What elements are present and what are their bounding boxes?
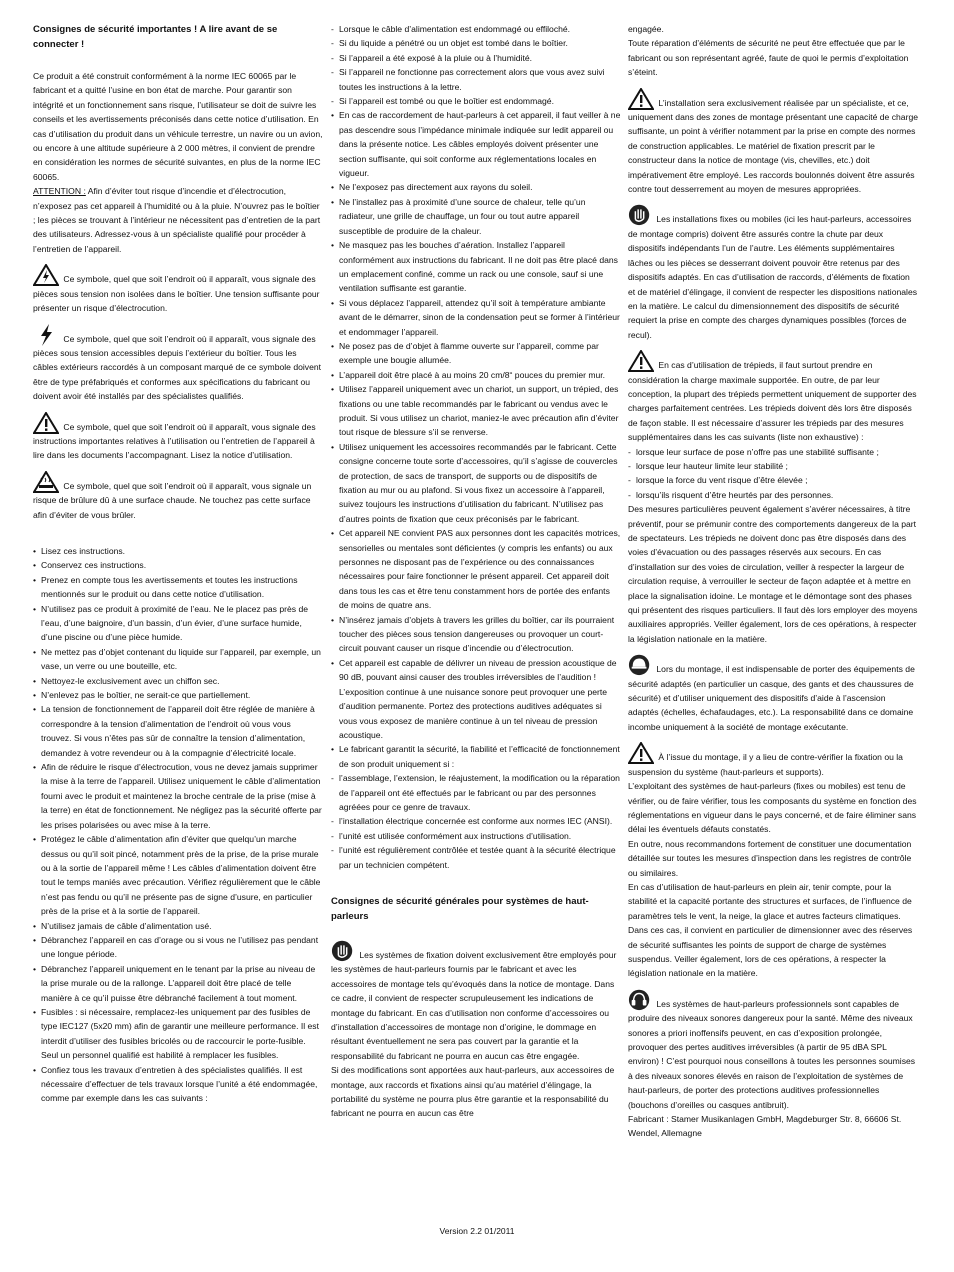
list-item: - l’unité est utilisée conformément aux instructions d’utilisation. (331, 829, 621, 843)
list-item: • Protégez le câble d’alimentation afin d’éviter que quelqu’un marche dessus ou qu’il soit pincé, notamment près de la prise, de la prise murale ou à la sortie de l’appareil même ! Les câbles d’alimentation doivent être tout le temps maniés avec précaution. Vérifiez régulièrement que le câble n’est pas fendu ou qu’il ne présente pas de signe d’usure, en particulier près de la prise et à la sortie de l’appareil. (33, 832, 323, 918)
symbol-1-text: Ce symbole, quel que soit l’endroit où il apparaît, vous signale des pièces sous tension non isolées dans le boîtier. Une tension suffisante pour présenter un risque d’électrocution. (33, 274, 320, 314)
fixing-systems-paragraph (331, 938, 621, 1063)
list-item: • Débranchez l’appareil uniquement en le tenant par la prise au niveau de la prise murale ou de la rallonge. L’appareil doit être placé de telle manière à ce qu’il puisse être débranché facilement à tout moment. (33, 962, 323, 1005)
list-item: • Ne l’installez pas à proximité d’une source de chaleur, telle qu’un radiateur, une grille de chauffage, un four ou tout autre appareil susceptible de produire de la chaleur. (331, 195, 621, 238)
version-footer: Version 2.2 01/2011 (439, 1226, 515, 1236)
hand-stop-icon (628, 202, 652, 226)
special-measures-paragraph: Des mesures particulières peuvent également s’avérer nécessaires, à titre préventif, pour se prémunir contre des comportements dangereux de la part de spectateurs. Les trépieds ne doivent donc pas être disposés dans des voies d’évacuation ou des passages réservés aux secours. En cas d’installation sur des voies de circulation, veiller à respecter la largeur de circulation requise, à verrouiller le secteur de façon adaptée et à mettre en place la signalisation idoine. Le montage et le démontage sont des phases qui présentent des risques particuliers. Il faut dès lors employer des moyens auxiliaires appropriés. Veiller également, lors de ces opérations, à respecter la législation nationale en la matière. (628, 504, 918, 644)
hand-stop-icon (331, 938, 355, 962)
hearing-paragraph (628, 987, 918, 1112)
list-item: • Ne posez pas de d’objet à flamme ouverte sur l’appareil, comme par exemple une bougie allumée. (331, 339, 621, 368)
outdoor-paragraph: En cas d’utilisation de haut-parleurs en plein air, tenir compte, pour la stabilité et la capacité portante des structures et surfaces, de l’influence de paramètres tels le vent, la neige, la glace et autres facteurs climatiques. Dans ces cas, il convient en particulier de dimensionner avec des réserves de sécurité suffisantes les points de support de charge de systèmes suspendus. Veiller également, lors de ces opérations, à respecter la législation nationale en la matière. (628, 881, 913, 979)
list-item: • Ne mettez pas d’objet contenant du liquide sur l’appareil, par exemple, un vase, un verre ou une bouteille, etc. (33, 645, 323, 674)
symbol-3-text: Ce symbole, quel que soit l’endroit où il apparaît, vous signale des instructions importantes relatives à l’utilisation ou l’entretien de l’appareil à lire dans les documents l’accompagnant. Lisez la notice d’utilisation. (33, 421, 316, 461)
helmet-text: Lors du montage, il est indispensable de porter des équipements de sécurité adaptés (en particulier un casque, des gants et des chaussures de sécurité) et d’utiliser uniquement des dispositifs d’aide à l’ascension adaptés (échelles, échafaudages, etc.). La responsabilité dans ce domaine incombe uniquement à la société de montage exécutante. (628, 664, 915, 732)
tripod-text: En cas d’utilisation de trépieds, il faut surtout prendre en considération la charge maximale supportée. En outre, de par leur conception, la plupart des trépieds permettent uniquement de supporter des charges parfaitement centrées. Les trépieds doivent dès lors être disposés de façon stable. Il est nécessaire d’assurer les trépieds par des mesures supplémentaires dans les cas suivants (liste non exhaustive) : (628, 360, 917, 443)
list-item: • Lisez ces instructions. (33, 544, 323, 558)
list-item: • Fusibles : si nécessaire, remplacez-les uniquement par des fusibles de type IEC127 (5x20 mm) afin de garantir une meilleure performance. Il est interdit d’utiliser des fusibles bricolés ou de raccourcir le porte-fusible. Seul un personnel qualifié est habilité à remplacer les fusibles. (33, 1005, 323, 1063)
fall-protection-paragraph (628, 202, 918, 342)
list-item: • Confiez tous les travaux d’entretien à des spécialistes qualifiés. Il est nécessaire d’effectuer de tels travaux lorsque l’unité a été endommagée, comme par exemple dans les cas suivants : (33, 1063, 323, 1106)
list-item: • Débranchez l’appareil en cas d’orage ou si vous ne l’utilisez pas pendant une longue période. (33, 933, 323, 962)
attention-text: Afin d’éviter tout risque d’incendie et d’électrocution, n’exposez pas cet appareil à l’humidité ou à la pluie. N’ouvrez pas le boîtier ; les pièces se trouvant à l’intérieur ne nécessitent pas d’entretien de la part des utilisateurs. Adressez-vous à un spécialiste qualifié pour procéder à l’entretien de l’appareil. (33, 186, 321, 254)
warranty-conditions-list (331, 771, 621, 872)
list-item: - l’installation électrique concernée est conforme aux normes IEC (ANSI). (331, 814, 621, 828)
list-item: - l’assemblage, l’extension, le réajustement, la modification ou la réparation de l’appareil ont été effectués par le fabricant ou par des personnes agréées pour ce genre de travaux. (331, 771, 621, 814)
list-item: • Cet appareil est capable de délivrer un niveau de pression acoustique de 90 dB, pouvant ainsi causer des troubles irréversibles de l’audition ! L’exposition continue à une nuisance sonore peut provoquer une perte d’audition permanente. Portez des protections auditives adéquates si vous vous exposez de manière continue à un tel niveau de pression acoustique. (331, 656, 621, 742)
post-assembly-text: À l’issue du montage, il y a lieu de contre-vérifier la fixation ou la suspension du système (haut-parleurs et supports). (628, 752, 903, 777)
warning-triangle-icon (33, 412, 59, 434)
hearing-text: Les systèmes de haut-parleurs professionnels sont capables de produire des niveaux sonores dangereux pour la santé. Même des niveaux sonores a priori inoffensifs peuvent, en cas d’exposition prolongée, provoquer des pertes auditives irréversibles (à partir de 95 dBA SPL environ) ! C’est pourquoi nous conseillons à toutes les personnes soumises à des niveaux sonores élevés en raison de l’exploitation de systèmes de haut-parleurs, de porter des protections auditives professionnelles (bouchons d’oreilles ou casques antibruit). (628, 998, 916, 1110)
list-item: • Cet appareil NE convient PAS aux personnes dont les capacités motrices, sensorielles ou mentales sont déficientes (y compris les enfants) ou aux personnes ne disposant pas de l’expérience ou des connaissances nécessaires pour faire fonctionner le présent appareil. Cet appareil doit dans tous les cas et être tenu constamment hors de portée des enfants de moins de quatre ans. (331, 526, 621, 612)
lightning-triangle-icon (33, 264, 59, 286)
instructions-list-2 (331, 108, 621, 771)
list-item: - Si du liquide a pénétré ou un objet est tombé dans le boîtier. (331, 36, 621, 50)
installation-paragraph (628, 88, 918, 197)
list-item: - Si l’appareil a été exposé à la pluie ou à l’humidité. (331, 51, 621, 65)
fixing-systems-text: Les systèmes de fixation doivent exclusivement être employés pour les systèmes de haut-parleurs fournis par le fabricant et avec les accessoires de montage tels qu’évoqués dans la notice de montage. Dans ce cadre, il convient de respecter scrupuleusement les indications de montage du fabricant. En cas d’utilisation non conforme d’accessoires ou d’installation d’accessoires de montage non d’origine, le dommage en résultant éventuellement ne sera pas couvert par la garantie et la responsabilité du fabricant ne pourra en aucun cas être engagée. (331, 949, 617, 1061)
list-item: • Ne masquez pas les bouches d’aération. Installez l’appareil conformément aux instructions du fabricant. Il ne doit pas être placé dans un emplacement confiné, comme un rack ou une console, sauf si une ventilation suffisante est garantie. (331, 238, 621, 296)
attention-label: ATTENTION : (33, 186, 86, 197)
list-item: - Lorsque le câble d’alimentation est endommagé ou effiloché. (331, 22, 621, 36)
manufacturer-paragraph: Fabricant : Stamer Musikanlagen GmbH, Magdeburger Str. 8, 66606 St. Wendel, Allemagne (628, 1114, 902, 1139)
list-item: - Si l’appareil ne fonctionne pas correctement alors que vous avez suivi toutes les instructions à la lettre. (331, 65, 621, 94)
list-item: - lorsqu’ils risquent d’être heurtés par des personnes. (628, 488, 918, 502)
operator-paragraph: L’exploitant des systèmes de haut-parleurs (fixes ou mobiles) est tenu de vérifier, ou de faire vérifier, tous les composants du système en fonction des réglementations en vigueur dans le pays concerné, et de faire éliminer sans délai les éventuels défauts constatés. (628, 781, 917, 835)
column-2 (331, 22, 621, 1121)
repair-paragraph: Toute réparation d’éléments de sécurité ne peut être effectuée que par le fabricant ou son représentant agréé, faute de quoi le permis d’exploitation s’éteint. (628, 38, 909, 78)
attention-paragraph (33, 184, 323, 256)
list-item: • Utilisez l’appareil uniquement avec un chariot, un support, un trépied, des fixations ou une table recommandés par le fabricant ou vendus avec le produit. Si vous utilisez un chariot, maniez-le avec précaution afin d’éviter tout risque de blessure s’il se renverse. (331, 382, 621, 440)
speaker-safety-heading: Consignes de sécurité générales pour systèmes de haut-parleurs (331, 895, 589, 922)
documentation-paragraph: En outre, nous recommandons fortement de constituer une documentation détaillée sur toutes les mesures d’inspection dans les registres de contrôle ou similaires. (628, 838, 912, 878)
damage-cases-list (331, 22, 621, 108)
list-item: • Utilisez uniquement les accessoires recommandés par le fabricant. Cette consigne concerne toute sorte d’accessoires, qu’il s’agisse de couvercles de protection, de sacs de transport, de supports ou de dispositifs de fixation au mur ou au plafond. Si vous fixez un accessoire à l’appareil, suivez toujours les instructions d’utilisation du fabricant. N’utilisez pas d’autres points de fixation que ceux préconisés par le fabricant. (331, 440, 621, 526)
symbol-4-paragraph (33, 471, 323, 522)
helmet-paragraph (628, 652, 918, 734)
symbol-2-text: Ce symbole, quel que soit l’endroit où il apparaît, vous signale des pièces sous tension accessibles depuis l’extérieur du boîtier. Tous les câbles extérieurs raccordés à un composant marqué de ce symbole doivent être de type préfabriqués et conformes aux spécifications du fabricant ou doivent avoir été installés par des spécialistes qualifiés. (33, 333, 322, 402)
list-item: - lorsque leur hauteur limite leur stabilité ; (628, 459, 918, 473)
ear-protection-icon (628, 987, 652, 1011)
list-item: - lorsque la force du vent risque d’être élevée ; (628, 473, 918, 487)
list-item: • Si vous déplacez l’appareil, attendez qu’il soit à température ambiante avant de le démarrer, sinon de la condensation peut se former à l’intérieur et endommager l’appareil. (331, 296, 621, 339)
symbol-4-text: Ce symbole, quel que soit l’endroit où il apparaît, vous signale un risque de brûlure dû à une surface chaude. Ne touchez pas cette surface afin d’éviter de vous brûler. (33, 480, 312, 520)
list-item: • Le fabricant garantit la sécurité, la fiabilité et l’efficacité de fonctionnement de son produit uniquement si : (331, 742, 621, 771)
modifications-paragraph: Si des modifications sont apportées aux haut-parleurs, aux accessoires de montage, aux raccords et fixations ainsi qu’au matériel d’élingage, la portabilité du système ne pourra plus être garantie et la responsabilité du fabricant ne pourra en aucun cas être (331, 1065, 615, 1119)
installation-text: L’installation sera exclusivement réalisée par un spécialiste, et ce, uniquement dans des zones de montage présentant une capacité de charge suffisante, un point à vérifier notamment par la prise en compte des normes de construction applicables. Le matériel de fixation prescrit par le constructeur dans la notice de montage (vis, chevilles, etc.) doit impérativement être employé. Les raccords boulonnés doivent être assurés contre tout desserrement au moyen de mesures appropriées. (628, 97, 919, 195)
lightning-bolt-icon (33, 324, 59, 346)
list-item: • Ne l’exposez pas directement aux rayons du soleil. (331, 180, 621, 194)
list-item: • Prenez en compte tous les avertissements et toutes les instructions mentionnés sur le produit ou dans cette notice d’utilisation. (33, 573, 323, 602)
tripod-cases-list (628, 445, 918, 503)
symbol-2-paragraph (33, 324, 323, 404)
instructions-list (33, 544, 323, 1106)
warning-triangle-icon (628, 742, 654, 764)
warning-triangle-icon (628, 88, 654, 110)
column-1 (33, 22, 323, 1106)
hot-surface-icon (33, 471, 59, 493)
symbol-1-paragraph (33, 264, 323, 315)
list-item: - lorsque leur surface de pose n’offre pas une stabilité suffisante ; (628, 445, 918, 459)
intro-paragraph: Ce produit a été construit conformément à la norme IEC 60065 par le fabricant et a quitté l’usine en bon état de marche. Pour garantir son intégrité et un fonctionnement sans risque, l’utilisateur se doit de suivre les conseils et les avertissements préconisés dans cette notice d’utilisation. En cas d’utilisation du produit dans un véhicule terrestre, un navire ou un avion, ou encore à une altitude supérieure à 2 000 mètres, il convient de prendre en considération les normes de sécurité suivantes, en plus de la norme IEC 60065. (33, 71, 323, 182)
safety-heading: Consignes de sécurité importantes ! A lire avant de se connecter ! (33, 24, 278, 50)
list-item: • N’enlevez pas le boîtier, ne serait-ce que partiellement. (33, 688, 323, 702)
helmet-icon (628, 652, 652, 676)
list-item: • En cas de raccordement de haut-parleurs à cet appareil, il faut veiller à ne pas descendre sous l’impédance minimale indiquée sur ledit appareil ou dans la présente notice. Les câbles employés doivent présenter une section suffisante, qui soit conforme aux réglementations locales en vigueur. (331, 108, 621, 180)
list-item: • La tension de fonctionnement de l’appareil doit être réglée de manière à correspondre à la tension d’alimentation de l’endroit où vous vous trouvez. Si vous n’êtes pas sûr de connaître la tension d’alimentation, demandez à votre revendeur ou à la compagnie d’électricité locale. (33, 702, 323, 760)
warning-triangle-icon (628, 350, 654, 372)
tripod-paragraph (628, 350, 918, 444)
fall-protection-text: Les installations fixes ou mobiles (ici les haut-parleurs, accessoires de montage compris) doivent être assurés contre la chute par deux dispositifs indépendants l’un de l’autre. Les éléments supplémentaires lâches ou les pièces se desserrant doivent pouvoir être retenus par des dispositifs adaptés. En cas d’utilisation de raccords, d’éléments de fixation et de matériel d’élingage, il convient de respecter les dispositions nationales en la matière. Le calcul du dimensionnement des dispositifs de sécurité requiert la prise en compte des charges dynamiques possibles (forces de recul). (628, 214, 918, 340)
list-item: - l’unité est régulièrement contrôlée et testée quant à la sécurité électrique par un technicien compétent. (331, 843, 621, 872)
list-item: • Conservez ces instructions. (33, 558, 323, 572)
column-3 (628, 22, 918, 1141)
list-item: • N’utilisez pas ce produit à proximité de l’eau. Ne le placez pas près de l’eau, d’une baignoire, d’un bassin, d’un évier, d’une surface humide, d’une piscine ou d’une pièce humide. (33, 602, 323, 645)
list-item: • N’utilisez jamais de câble d’alimentation usé. (33, 919, 323, 933)
list-item: • N’insérez jamais d’objets à travers les grilles du boîtier, car ils pourraient toucher des pièces sous tension dangereuses ou provoquer un court-circuit pouvant causer un risque d’incendie ou d’électrocution. (331, 613, 621, 656)
list-item: • L’appareil doit être placé à au moins 20 cm/8“ pouces du premier mur. (331, 368, 621, 382)
list-item: - Si l’appareil est tombé ou que le boîtier est endommagé. (331, 94, 621, 108)
post-assembly-paragraph (628, 742, 918, 779)
symbol-3-paragraph (33, 412, 323, 463)
list-item: • Afin de réduire le risque d’électrocution, vous ne devez jamais supprimer la mise à la terre de l’appareil. Utilisez uniquement le câble d’alimentation fourni avec le produit et maintenez la broche centrale de la prise (mise à la terre) en état de fonctionnement. Ne négligez pas la sécurité offerte par les prises polarisées ou avec mise à la terre. (33, 760, 323, 832)
continuation-text: engagée. (628, 24, 664, 34)
list-item: • Nettoyez-le exclusivement avec un chiffon sec. (33, 674, 323, 688)
